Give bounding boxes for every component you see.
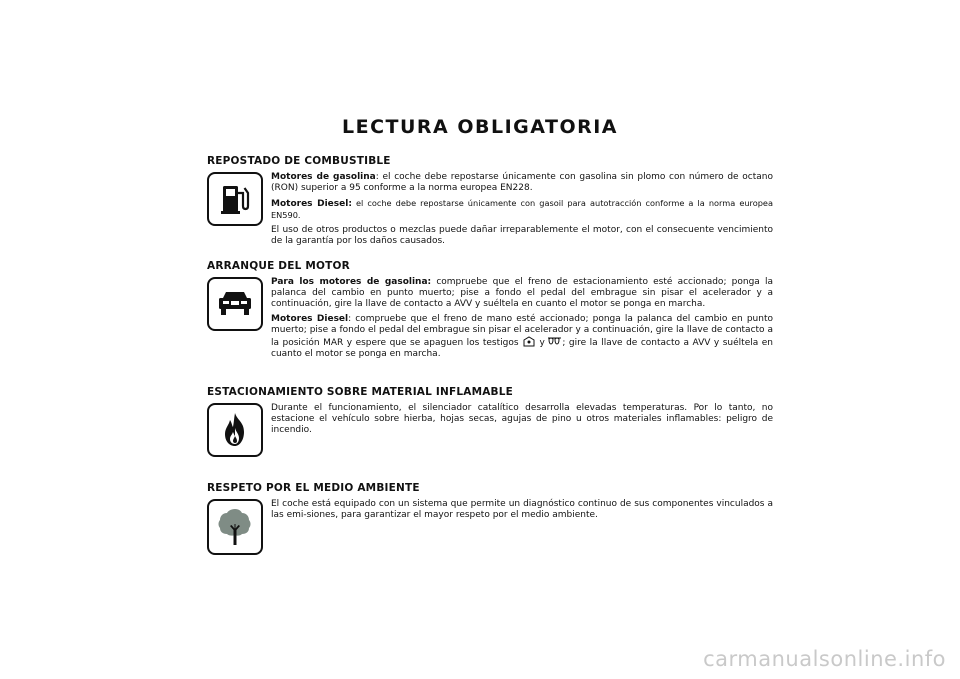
watermark: carmanualsonline.info [703, 647, 946, 671]
section-flammable-parking [207, 386, 773, 440]
paragraph [271, 314, 773, 360]
flame-icon [207, 403, 263, 457]
bold-lead: Para los motores de gasolina: [271, 277, 432, 287]
paragraph-text: ; gire la llave de contacto a AVV y suéltela en cuanto el motor se ponga en marcha. [271, 338, 773, 359]
paragraph-text: : el coche debe repostarse únicamente con gasolina sin plomo con número de octano (RON) superior a 95 conforme a la norma europea EN228. [271, 172, 773, 193]
paragraph-text: el coche debe repostarse únicamente con gasoil para autotracción conforme a la norma europea EN590. [271, 198, 773, 220]
paragraph [271, 499, 773, 521]
bold-lead: Motores de gasolina [271, 172, 376, 182]
section-environment [207, 482, 773, 525]
tree-icon [207, 499, 263, 555]
paragraph [271, 198, 773, 221]
paragraph-text: El uso de otros productos o mezclas puede dañar irreparablemente el motor, con el consecuente vencimiento de la garantía por los daños causados. [271, 225, 773, 246]
paragraph [271, 403, 773, 436]
section-body [271, 277, 773, 360]
paragraph-text: El coche está equipado con un sistema que permite un diagnóstico continuo de sus componentes vinculados a las emi-siones, para garantizar el mayor respeto por el medio ambiente. [271, 499, 773, 520]
paragraph [271, 277, 773, 310]
paragraph-text: : compruebe que el freno de mano esté accionado; ponga la palanca del cambio en punto muerto; pise a fondo el pedal del embrague sin pisar el acelerador y a continuación, gire la llave de contacto a la posición MAR y espere que se apaguen los testigos [271, 314, 773, 348]
section-body [271, 499, 773, 521]
section-heading: ESTACIONAMIENTO SOBRE MATERIAL INFLAMABLE [207, 386, 514, 398]
fuel-pump-icon [207, 172, 263, 226]
section-refueling [207, 155, 773, 251]
bold-lead: Motores Diesel [271, 314, 349, 324]
page-title: LECTURA OBLIGATORIA [341, 116, 619, 138]
paragraph-text: y [536, 338, 549, 348]
section-engine-start [207, 260, 773, 364]
section-heading: RESPETO POR EL MEDIO AMBIENTE [207, 482, 420, 494]
section-heading: ARRANQUE DEL MOTOR [207, 260, 350, 272]
section-body [271, 172, 773, 247]
section-body [271, 403, 773, 436]
paragraph [271, 225, 773, 247]
car-front-icon [207, 277, 263, 331]
section-heading: REPOSTADO DE COMBUSTIBLE [207, 155, 391, 167]
warning-light-icon [522, 336, 536, 347]
paragraph-text: Durante el funcionamiento, el silenciador catalítico desarrolla elevadas temperaturas. Por lo tanto, no estacione el vehículo sobre hierba, hojas secas, agujas de pino u otros materiales inflamables: peligro de incendio. [271, 403, 773, 435]
paragraph-text: compruebe que el freno de estacionamiento esté accionado; ponga la palanca del cambio en punto muerto; pise a fondo el pedal del embrague sin pisar el acelerador y a continuación, gire la llave de contacto a AVV y suéltela en cuanto el motor se ponga en marcha. [271, 277, 773, 309]
glow-plug-icon [548, 336, 562, 347]
paragraph [271, 172, 773, 194]
bold-lead: Motores Diesel: [271, 199, 352, 209]
